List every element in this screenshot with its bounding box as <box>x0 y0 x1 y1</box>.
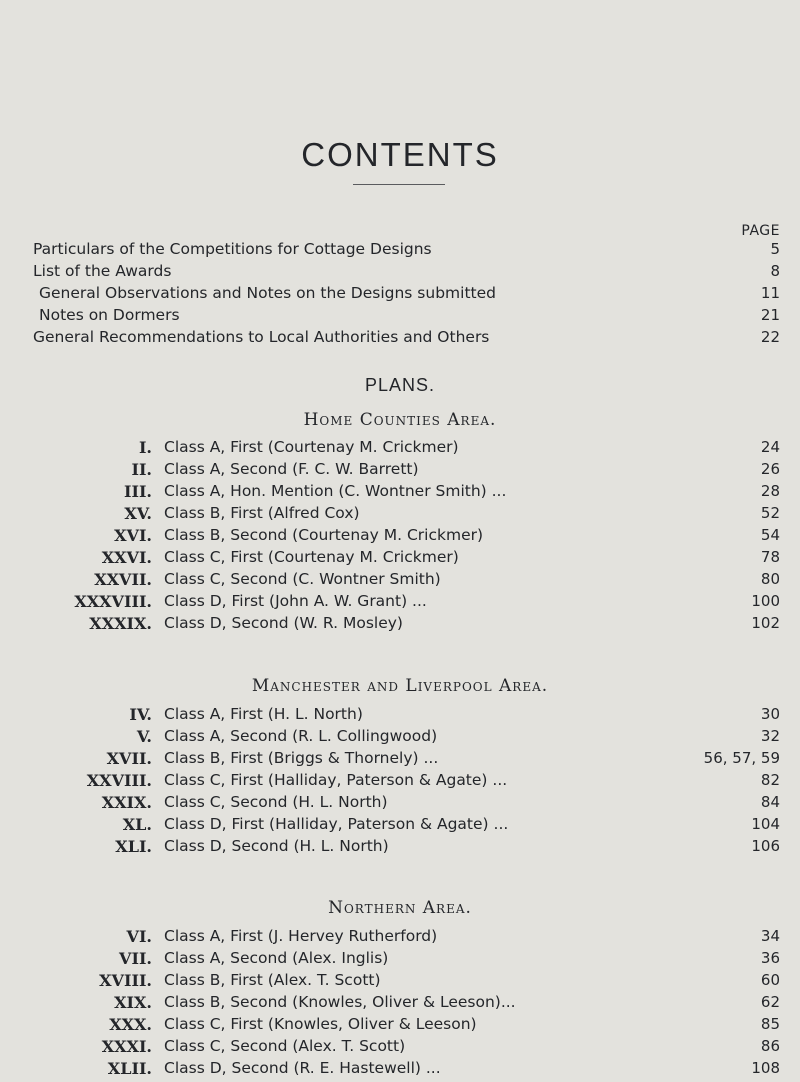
plan-page: 86 <box>760 1037 780 1055</box>
plan-title: Class C, Second (Alex. T. Scott) <box>164 1037 406 1055</box>
plan-entry <box>0 1015 800 1035</box>
plan-page: 100 <box>751 592 780 610</box>
plan-page: 85 <box>760 1015 780 1033</box>
plan-entry <box>0 548 800 568</box>
plan-page: 52 <box>760 504 780 522</box>
plan-title: Class C, Second (H. L. North) <box>164 793 388 811</box>
entry-title: General Observations and Notes on the Designs submitted <box>39 284 496 302</box>
plan-number: XIX. <box>114 993 152 1012</box>
plan-entry <box>0 927 800 947</box>
plan-entry <box>0 570 800 590</box>
plan-page: 78 <box>760 548 780 566</box>
entry-page: 11 <box>760 284 780 302</box>
contents-entry <box>0 306 800 326</box>
plan-entry <box>0 749 800 769</box>
plan-page: 82 <box>760 771 780 789</box>
plan-entry <box>0 526 800 546</box>
contents-entry <box>0 328 800 348</box>
plan-title: Class B, Second (Knowles, Oliver & Leeson)... <box>164 993 516 1011</box>
contents-entry <box>0 284 800 304</box>
plans-heading: PLANS. <box>364 375 436 395</box>
plan-entry <box>0 460 800 480</box>
plan-entry <box>0 482 800 502</box>
plan-title: Class C, Second (C. Wontner Smith) <box>164 570 441 588</box>
title-rule <box>353 184 445 185</box>
plan-entry <box>0 1059 800 1079</box>
plan-title: Class C, First (Knowles, Oliver & Leeson) <box>164 1015 477 1033</box>
plan-title: Class B, First (Alfred Cox) <box>164 504 360 522</box>
plan-number: II. <box>131 460 152 479</box>
plan-title: Class B, First (Alex. T. Scott) <box>164 971 381 989</box>
plan-title: Class A, First (J. Hervey Rutherford) <box>164 927 438 945</box>
plan-entry <box>0 815 800 835</box>
plan-title: Class A, First (Courtenay M. Crickmer) <box>164 438 459 456</box>
section-heading: Northern Area. <box>328 898 472 918</box>
plan-title: Class A, Second (F. C. W. Barrett) <box>164 460 419 478</box>
plan-page: 80 <box>760 570 780 588</box>
plan-title: Class D, Second (R. E. Hastewell) ... <box>164 1059 441 1077</box>
plan-page: 28 <box>760 482 780 500</box>
plan-entry <box>0 504 800 524</box>
plan-entry <box>0 993 800 1013</box>
contents-entry <box>0 262 800 282</box>
plan-page: 24 <box>760 438 780 456</box>
plan-page: 26 <box>760 460 780 478</box>
section-heading: Home Counties Area. <box>303 410 497 430</box>
plan-page: 60 <box>760 971 780 989</box>
plan-entry <box>0 949 800 969</box>
plan-entry <box>0 971 800 991</box>
entry-page: 5 <box>770 240 780 258</box>
plan-page: 84 <box>760 793 780 811</box>
plan-number: XVIII. <box>99 971 152 990</box>
plan-page: 108 <box>751 1059 780 1077</box>
entry-title: General Recommendations to Local Authorities and Others <box>33 328 490 346</box>
plan-number: XVII. <box>106 749 152 768</box>
plan-entry <box>0 771 800 791</box>
plan-number: XXX. <box>109 1015 152 1034</box>
section-heading: Manchester and Liverpool Area. <box>251 676 549 696</box>
plan-number: XVI. <box>114 526 152 545</box>
plan-number: XXXIX. <box>89 614 152 633</box>
plan-entry <box>0 438 800 458</box>
plan-number: XLII. <box>107 1059 152 1078</box>
plan-entry <box>0 614 800 634</box>
plan-title: Class A, Hon. Mention (C. Wontner Smith) ... <box>164 482 507 500</box>
plan-title: Class D, First (Halliday, Paterson & Agate) ... <box>164 815 509 833</box>
plan-number: XXVII. <box>94 570 152 589</box>
plan-page: 56, 57, 59 <box>703 749 780 767</box>
entry-page: 22 <box>760 328 780 346</box>
plan-title: Class A, Second (R. L. Collingwood) <box>164 727 438 745</box>
page-column-heading: PAGE <box>741 223 780 239</box>
plan-number: VI. <box>126 927 152 946</box>
plan-title: Class B, Second (Courtenay M. Crickmer) <box>164 526 484 544</box>
plan-number: XXIX. <box>101 793 152 812</box>
plan-title: Class B, First (Briggs & Thornely) ... <box>164 749 439 767</box>
plan-title: Class D, Second (W. R. Mosley) <box>164 614 403 632</box>
plan-entry <box>0 592 800 612</box>
plan-number: III. <box>123 482 152 501</box>
plan-page: 30 <box>760 705 780 723</box>
entry-title: Particulars of the Competitions for Cottage Designs <box>33 240 432 258</box>
plan-title: Class A, First (H. L. North) <box>164 705 363 723</box>
plan-page: 102 <box>751 614 780 632</box>
entry-title: List of the Awards <box>33 262 172 280</box>
plan-title: Class A, Second (Alex. Inglis) <box>164 949 389 967</box>
plan-page: 62 <box>760 993 780 1011</box>
plan-number: VII. <box>119 949 152 968</box>
plan-title: Class D, Second (H. L. North) <box>164 837 389 855</box>
plan-page: 106 <box>751 837 780 855</box>
plan-entry <box>0 793 800 813</box>
plan-number: XV. <box>124 504 152 523</box>
plan-page: 32 <box>760 727 780 745</box>
plan-number: XLI. <box>115 837 152 856</box>
plan-title: Class C, First (Courtenay M. Crickmer) <box>164 548 459 566</box>
plan-entry <box>0 705 800 725</box>
plan-entry <box>0 1037 800 1057</box>
plan-number: I. <box>138 438 152 457</box>
entry-page: 21 <box>760 306 780 324</box>
plan-number: XXXVIII. <box>74 592 152 611</box>
plan-entry <box>0 837 800 857</box>
entry-title: Notes on Dormers <box>39 306 180 324</box>
plan-number: XXXI. <box>101 1037 152 1056</box>
plan-entry <box>0 727 800 747</box>
plan-title: Class D, First (John A. W. Grant) ... <box>164 592 427 610</box>
plan-number: V. <box>136 727 152 746</box>
plan-number: XXVI. <box>101 548 152 567</box>
plan-title: Class C, First (Halliday, Paterson & Agate) ... <box>164 771 508 789</box>
plan-number: XL. <box>122 815 152 834</box>
plan-number: IV. <box>129 705 152 724</box>
plan-page: 34 <box>760 927 780 945</box>
contents-entry <box>0 240 800 260</box>
plan-page: 104 <box>751 815 780 833</box>
plan-page: 54 <box>760 526 780 544</box>
entry-page: 8 <box>770 262 780 280</box>
plan-number: XXVIII. <box>86 771 152 790</box>
page-title: CONTENTS <box>301 136 499 173</box>
plan-page: 36 <box>760 949 780 967</box>
